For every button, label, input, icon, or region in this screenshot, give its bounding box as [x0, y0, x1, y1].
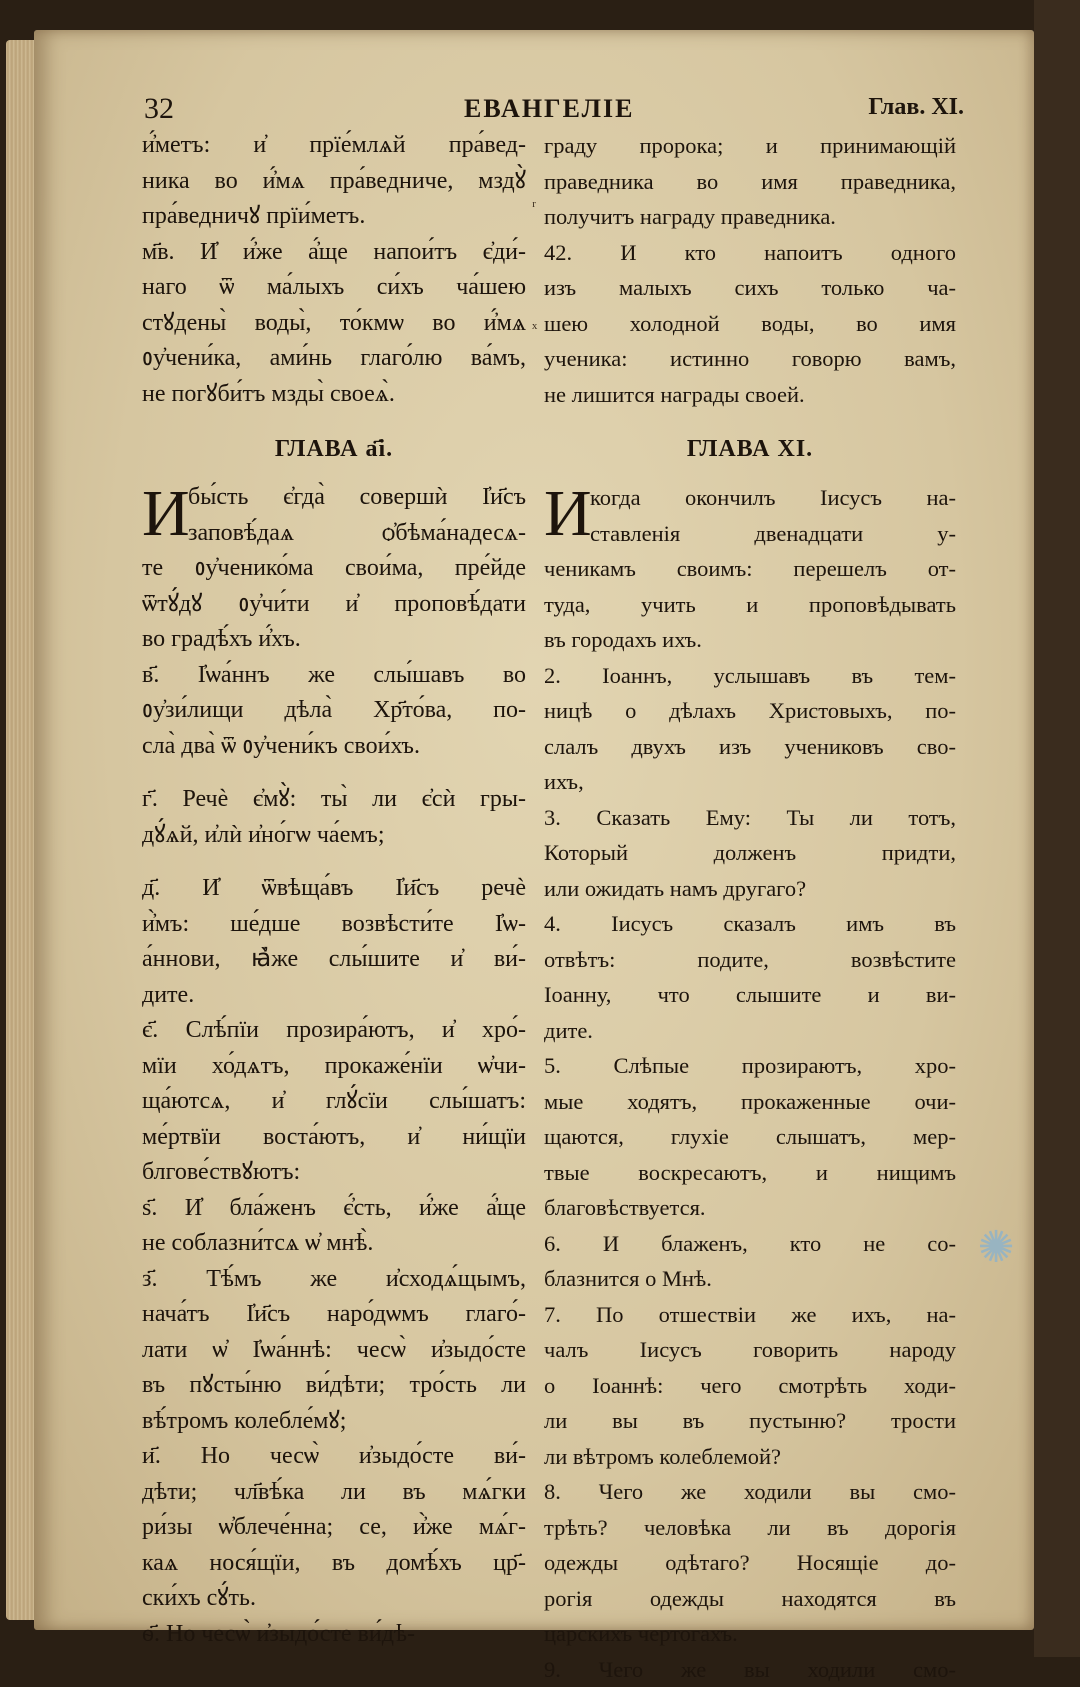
text-line: блгове́ствꙋютъ:	[142, 1155, 526, 1191]
verse-2	[142, 658, 526, 765]
verse-7	[544, 1297, 956, 1475]
text-line: ри́зы ѡ҆блече́нна; се, и҆̀же мѧ́г-	[142, 1510, 526, 1546]
text-line: Который долженъ придти,	[544, 835, 956, 871]
text-line: и҆́метъ: и҆ прїе́млѧй пра́вед-	[142, 128, 526, 164]
verse-4	[544, 906, 956, 1048]
text-line: пра́ведничꙋ прїи́метъ.	[142, 199, 526, 235]
text-line: ученика: истинно говорю вамъ,	[544, 341, 956, 377]
text-line: дите.	[142, 978, 526, 1014]
page-header	[144, 92, 964, 132]
text-line: изъ малыхъ сихъ только ча-	[544, 270, 956, 306]
text-line: ѕ҃. И҆ бла́женъ є҆́сть, и҆́же а҆́ще	[142, 1191, 526, 1227]
slavonic-column	[142, 128, 526, 1652]
verse-4	[142, 871, 526, 1013]
text-line: мїи хо́дѧтъ, прокаже́нїи ѡ҆чи-	[142, 1049, 526, 1085]
text-line: щаются, глухіе слышатъ, мер-	[544, 1119, 956, 1155]
text-line: когда окончилъ Іисусъ на-	[544, 480, 956, 516]
chapter-heading: ГЛАВА а҃і.	[142, 418, 526, 480]
running-title: ЕВАНГЕЛIЕ	[464, 94, 634, 124]
text-line: и҆̀мъ: ше́дше возвѣсти́те І҆ѡ-	[142, 907, 526, 943]
verse-2	[544, 658, 956, 800]
text-line: ставленія двенадцати у-	[544, 516, 956, 552]
chapter-reference: Глав. XI.	[868, 94, 964, 121]
text-line: 2. Іоаннъ, услышавъ въ тем-	[544, 658, 956, 694]
text-line: въ городахъ ихъ.	[544, 622, 956, 658]
text-line: ща́ютсѧ, и҆ глꙋ́сїи слы́шатъ:	[142, 1084, 526, 1120]
text-line: шею холодной воды, во имя	[544, 306, 956, 342]
text-line: Іоанну, что слышите и ви-	[544, 977, 956, 1013]
text-line: слалъ двухъ изъ учениковъ сво-	[544, 729, 956, 765]
verse-8	[544, 1474, 956, 1652]
text-line: трѣть? человѣка ли въ дорогія	[544, 1510, 956, 1546]
text-line: твые воскресаютъ, и нищимъ	[544, 1155, 956, 1191]
text-line: в҃. І҆ѡа́ннъ же слы́шавъ во	[142, 658, 526, 694]
text-line: мые ходятъ, прокаженные очи-	[544, 1084, 956, 1120]
verse-7	[142, 1262, 526, 1440]
text-line: ника во и҆́мѧ пра́ведниче, мздꙋ̀	[142, 164, 526, 200]
page-edges	[6, 40, 36, 1620]
text-line: д҃. И҆ ѿвѣща́въ І҆и҃съ речѐ	[142, 871, 526, 907]
text-line: вѣ́тромъ колебле́мꙋ;	[142, 1404, 526, 1440]
margin-mark: ˣ	[532, 318, 537, 339]
text-line: ли вы въ пустыню? трости	[544, 1403, 956, 1439]
text-line: нача́тъ І҆и҃съ наро́дѡмъ глаго́-	[142, 1297, 526, 1333]
text-line: 5. Слѣпые прозираютъ, хро-	[544, 1048, 956, 1084]
verse-3	[142, 782, 526, 853]
page-number: 32	[144, 92, 174, 126]
text-line: ли вѣтромъ колеблемой?	[544, 1439, 956, 1475]
verse-continuation	[544, 128, 956, 235]
text-line: 4. Іисусъ сказалъ имъ въ	[544, 906, 956, 942]
text-line: ченикамъ своимъ: перешелъ от-	[544, 551, 956, 587]
text-line: ме́ртвїи воста́ютъ, и҆ ни́щїи	[142, 1120, 526, 1156]
text-line: или ожидать намъ другаго?	[544, 871, 956, 907]
text-line: о Іоаннѣ: чего смотрѣть ходи-	[544, 1368, 956, 1404]
text-line: благовѣствуется.	[544, 1190, 956, 1226]
text-line: не соблазни́тсѧ ѡ҆ мнѣ̀.	[142, 1226, 526, 1262]
chapter-heading: ГЛАВА XI.	[544, 418, 956, 480]
verse-6	[544, 1226, 956, 1297]
text-line: дите.	[544, 1013, 956, 1049]
text-line: ᲂу҆зи́лищи дѣла̀ Хр҃то́ва, по-	[142, 693, 526, 729]
text-line: те ᲂу҆ченико́ма свои́ма, пре́йде	[142, 551, 526, 587]
text-line: сла̀ два̀ ѿ ᲂу҆чени́къ свои́хъ.	[142, 729, 526, 765]
verse-6	[142, 1191, 526, 1262]
library-stamp-icon: ✺	[968, 1220, 1024, 1276]
text-line: блазнится о Мнѣ.	[544, 1261, 956, 1297]
text-line: рогія одежды находятся въ	[544, 1581, 956, 1617]
text-line: въ пꙋсты́ню ви́дѣти; тро́сть ли	[142, 1368, 526, 1404]
text-line: получитъ награду праведника.	[544, 199, 956, 235]
verse-5	[544, 1048, 956, 1226]
text-line: г҃. Речѐ є҆мꙋ̀: ты̀ ли є҆сѝ гры-	[142, 782, 526, 818]
text-line: ѿтꙋ́дꙋ ᲂу҆чи́ти и҆ проповѣ́дати	[142, 587, 526, 623]
verse-1	[142, 480, 526, 658]
text-line: стꙋдены̀ воды̀, то́кмѡ во и҆́мѧ	[142, 306, 526, 342]
drop-cap: И	[544, 484, 592, 544]
text-line: граду пророка; и принимающій	[544, 128, 956, 164]
text-line: 7. По отшествіи же ихъ, на-	[544, 1297, 956, 1333]
text-line: не лишится награды своей.	[544, 377, 956, 413]
text-line: дѣти; чл҃вѣ́ка ли въ мѧ́гки	[142, 1475, 526, 1511]
text-line: дꙋ́ѧй, и҆лѝ и҆но́гѡ ча́емъ;	[142, 818, 526, 854]
verse-1	[544, 480, 956, 658]
text-line: заповѣ́даѧ ѻ҆бѣма́надесѧ-	[142, 516, 526, 552]
text-line: праведника во имя праведника,	[544, 164, 956, 200]
text-line: 42. И кто напоитъ одного	[544, 235, 956, 271]
text-line: царскихъ чертогахъ.	[544, 1616, 956, 1652]
text-line: туда, учить и проповѣдывать	[544, 587, 956, 623]
text-line: ихъ,	[544, 764, 956, 800]
verse-8	[142, 1439, 526, 1617]
book-cover-edge	[1034, 0, 1080, 1657]
verse-42	[544, 235, 956, 413]
verse-3	[544, 800, 956, 907]
text-line: лати ѡ҆ І҆ѡа́ннѣ: чесѡ̀ и҆зыдо́сте	[142, 1333, 526, 1369]
text-line: 8. Чего же ходили вы смо-	[544, 1474, 956, 1510]
text-line: ᲂу҆чени́ка, ами́нь глаго́лю ва́мъ,	[142, 341, 526, 377]
russian-column	[544, 128, 956, 1687]
verse-continuation	[142, 128, 526, 235]
margin-mark: ʳ	[532, 196, 536, 217]
verse-42	[142, 235, 526, 413]
text-line: и҃. Но чесѡ̀ и҆зыдо́сте ви́-	[142, 1439, 526, 1475]
text-line: 6. И блаженъ, кто не со-	[544, 1226, 956, 1262]
text-line: з҃. Тѣ́мъ же и҆сходѧ́щымъ,	[142, 1262, 526, 1298]
verse-9	[142, 1617, 526, 1653]
text-line: не погꙋби́тъ мзды̀ своеѧ̀.	[142, 377, 526, 413]
drop-cap: И	[142, 484, 190, 544]
text-line: ницѣ о дѣлахъ Христовыхъ, по-	[544, 693, 956, 729]
text-line: 3. Сказать Ему: Ты ли тотъ,	[544, 800, 956, 836]
text-line: во градѣ́хъ и҆́хъ.	[142, 622, 526, 658]
text-line: м҃в. И҆ и҆́же а҆́ще напои́тъ є҆ди́-	[142, 235, 526, 271]
text-line: каѧ нося́щїи, въ домѣ́хъ цр҃-	[142, 1546, 526, 1582]
text-line: є҃. Слѣ́пїи прозира́ютъ, и҆ хро́-	[142, 1013, 526, 1049]
verse-5	[142, 1013, 526, 1191]
text-line: наго ѿ ма́лыхъ си́хъ ча́шею	[142, 270, 526, 306]
text-line: а́ннови, ꙗ҆̀же слы́шите и҆ ви́-	[142, 942, 526, 978]
text-line: ѳ҃. Но чесѡ̀ и҆зыдо́сте ви́дѣ-	[142, 1617, 526, 1653]
text-line: ски́хъ сꙋ́ть.	[142, 1581, 526, 1617]
text-line: 9. Чего же вы ходили смо-	[544, 1652, 956, 1687]
text-line: бы́сть є҆гда̀ совершѝ І҆и҃съ	[142, 480, 526, 516]
text-line: чалъ Іисусъ говорить народу	[544, 1332, 956, 1368]
text-line: отвѣтъ: подите, возвѣстите	[544, 942, 956, 978]
text-line: одежды одѣтаго? Носящіе до-	[544, 1545, 956, 1581]
